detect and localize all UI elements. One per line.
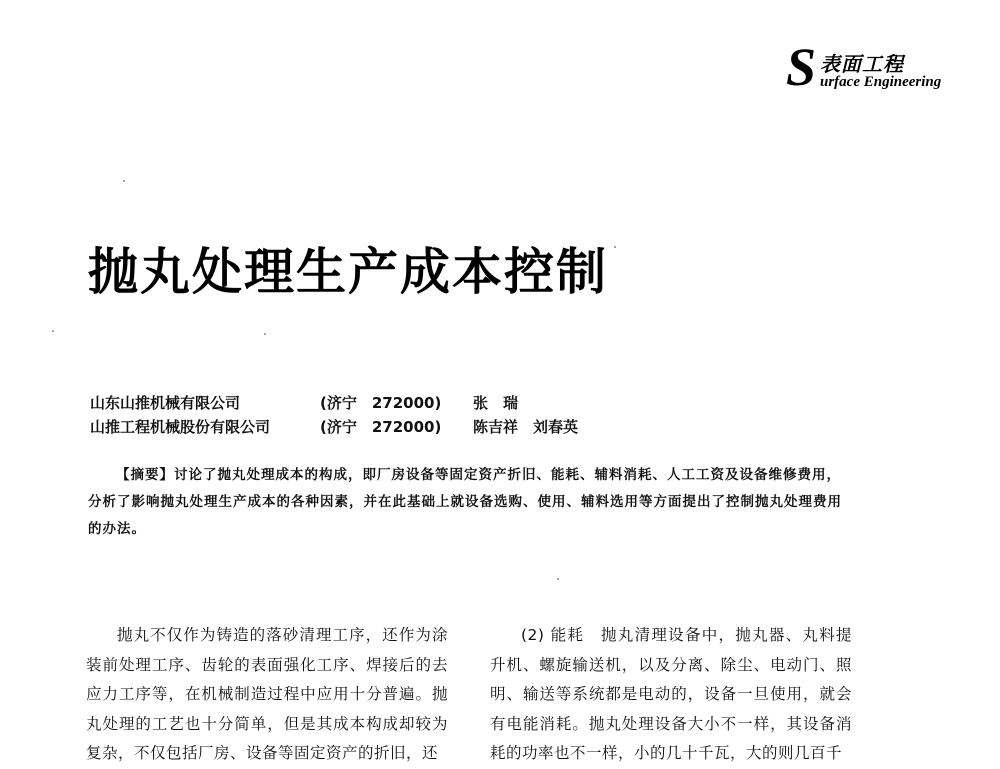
scan-speck	[123, 180, 125, 182]
abstract	[88, 462, 854, 543]
affiliation-location: (济宁 272000)	[320, 394, 442, 412]
affiliation-authors: 张 瑞	[473, 394, 519, 412]
body-column-right	[490, 621, 852, 769]
journal-logo-en-name: urface Engineering	[820, 74, 942, 90]
journal-logo-initial: S	[786, 37, 817, 97]
article-title: 抛丸处理生产成本控制	[88, 243, 608, 301]
abstract-label: 【摘要】	[116, 467, 174, 483]
journal-logo	[786, 37, 956, 97]
affiliation-org: 山推工程机械股份有限公司	[90, 418, 271, 436]
body-column-left	[86, 621, 448, 769]
body-paragraph: (2) 能耗 抛丸清理设备中，抛丸器、丸料提升机、螺旋输送机，以及分离、除尘、电动门、照明、输送等系统都是电动的，设备一旦使用，就会有电能消耗。抛丸处理设备大小不一样，其设备消耗的功率也不一样，小的几十千瓦，大的则几百千	[490, 626, 852, 762]
scan-speck	[557, 578, 559, 580]
body-paragraph: 抛丸不仅作为铸造的落砂清理工序，还作为涂装前处理工序、齿轮的表面强化工序、焊接后的去应力工序等，在机械制造过程中应用十分普遍。抛丸处理的工艺也十分简单，但是其成本构成却较为复杂，不仅包括厂房、设备等固定资产的折旧，还	[86, 626, 448, 762]
abstract-text: 讨论了抛丸处理成本的构成，即厂房设备等固定资产折旧、能耗、辅料消耗、人工工资及设备维修费用，分析了影响抛丸处理生产成本的各种因素，并在此基础上就设备选购、使用、辅料选用等方面提出了控制抛丸处理费用的办法。	[88, 467, 842, 537]
scan-speck	[52, 330, 54, 332]
affiliation-org: 山东山推机械有限公司	[90, 394, 241, 412]
scan-speck	[264, 333, 266, 335]
journal-logo-cn-name: 表面工程	[820, 52, 904, 76]
affiliation-location: (济宁 272000)	[320, 418, 442, 436]
affiliation-authors: 陈吉祥 刘春英	[473, 418, 579, 436]
scan-speck	[614, 246, 616, 248]
